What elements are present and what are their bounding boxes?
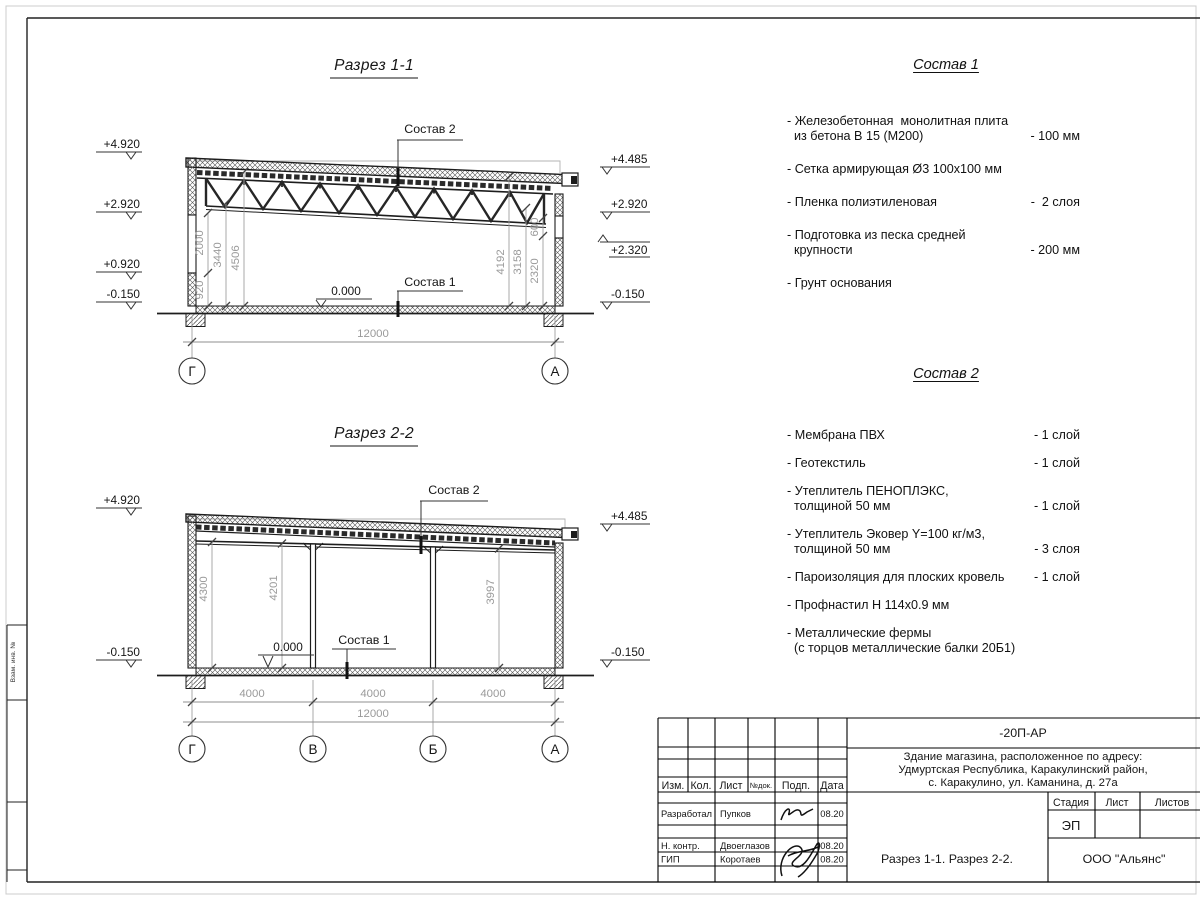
s1-elev: +4.920 bbox=[103, 137, 140, 151]
item-value: - 2 слоя bbox=[1030, 195, 1080, 209]
item-value: - 1 слой bbox=[1033, 499, 1080, 513]
object-address: Удмуртская Республика, Каракулинский район, bbox=[898, 764, 1148, 776]
item-text: - Пароизоляция для плоских кровель bbox=[787, 570, 1005, 584]
s1-elev: -0.150 bbox=[106, 287, 140, 301]
s2-dim: 4300 bbox=[198, 576, 210, 602]
s1-dim: 3158 bbox=[512, 249, 524, 275]
s1-elev: +2.320 bbox=[611, 243, 648, 257]
sostav2-list bbox=[787, 428, 1080, 669]
item-text: толщиной 50 мм bbox=[787, 499, 891, 513]
sheet-label: Лист bbox=[1105, 797, 1129, 809]
sostav1-list bbox=[787, 114, 1080, 309]
item-text: - Геотекстиль bbox=[787, 456, 866, 470]
s1-dim-ticks bbox=[204, 168, 547, 310]
signature bbox=[781, 843, 820, 877]
col-list: Лист bbox=[719, 780, 743, 792]
signature bbox=[781, 809, 813, 820]
s2-elev: +4.485 bbox=[611, 509, 648, 523]
list-item bbox=[787, 228, 1080, 258]
s1-elevation-marks-left bbox=[96, 152, 142, 309]
s1-elev: -0.150 bbox=[611, 287, 645, 301]
stamp-doc-title: Разрез 1-1. Разрез 2-2. bbox=[881, 852, 1013, 866]
row-name: Двоеглазов bbox=[720, 840, 770, 851]
item-value: - 100 мм bbox=[1030, 129, 1080, 143]
axis-label: Б bbox=[428, 742, 438, 757]
s2-left-wall bbox=[188, 516, 196, 668]
s1-elev: +2.920 bbox=[611, 197, 648, 211]
section1-title: Разрез 1-1 bbox=[334, 57, 414, 74]
object-address: Здание магазина, расположенное по адресу: bbox=[903, 751, 1143, 763]
s1-label-sostav2: Состав 2 bbox=[404, 122, 456, 136]
item-text: - Утеплитель ПЕНОПЛЭКС, bbox=[787, 484, 949, 498]
row-name: Коротаев bbox=[720, 853, 761, 865]
item-text: (с торцов металлические балки 20Б1) bbox=[787, 641, 1016, 655]
row-date: 08.20 bbox=[820, 840, 844, 851]
s1-axes bbox=[179, 358, 568, 384]
row-role: Разработал bbox=[661, 808, 713, 819]
row-role: Н. контр. bbox=[661, 840, 700, 851]
section-1-1-drawing bbox=[96, 57, 650, 384]
s2-dim-total: 12000 bbox=[357, 708, 389, 720]
list-item bbox=[787, 598, 1080, 613]
s1-elev: +4.485 bbox=[611, 152, 648, 166]
list-item bbox=[787, 527, 1080, 557]
axis-label: А bbox=[550, 364, 560, 379]
s2-label-sostav2: Состав 2 bbox=[428, 483, 480, 497]
s1-zero-mark: 0.000 bbox=[331, 284, 361, 298]
item-text: - Пленка полиэтиленовая bbox=[787, 195, 937, 209]
axis-label: А bbox=[550, 742, 560, 757]
item-value: - 1 слой bbox=[1033, 570, 1080, 584]
item-text: - Сетка армирующая Ø3 100х100 мм bbox=[787, 162, 1002, 176]
s2-axes bbox=[179, 736, 568, 762]
s1-dim: 4506 bbox=[230, 245, 242, 271]
frame-side-label: Взам. инв. № bbox=[10, 641, 17, 683]
list-item bbox=[787, 428, 1080, 443]
list-item bbox=[787, 114, 1080, 144]
list-item bbox=[787, 570, 1080, 585]
s2-dim: 3997 bbox=[485, 579, 497, 605]
sostav2-heading: Состав 2 bbox=[913, 366, 979, 382]
s1-dim: 3440 bbox=[212, 242, 224, 268]
list-item bbox=[787, 276, 1080, 291]
list-item bbox=[787, 626, 1080, 656]
object-address: с. Каракулино, ул. Каманина, д. 27а bbox=[928, 777, 1118, 789]
s2-zero-mark: 0.000 bbox=[273, 640, 303, 654]
row-name: Пупков bbox=[720, 808, 751, 819]
item-text: - Профнастил Н 114х0.9 мм bbox=[787, 598, 950, 612]
title-block bbox=[658, 718, 1200, 882]
s1-dim: 2000 bbox=[194, 230, 206, 256]
s1-label-sostav1: Состав 1 bbox=[404, 275, 456, 289]
item-text: - Мембрана ПВХ bbox=[787, 428, 885, 442]
list-item bbox=[787, 484, 1080, 514]
section-2-2-drawing bbox=[96, 425, 650, 762]
item-text: - Утеплитель Эковер Y=100 кг/м3, bbox=[787, 527, 985, 541]
s1-right-wall bbox=[555, 194, 563, 306]
col-podp: Подп. bbox=[781, 780, 811, 792]
item-text: - Железобетонная монолитная плита bbox=[787, 114, 1009, 128]
s2-label-sostav1: Состав 1 bbox=[338, 633, 390, 647]
s2-dim-bottom: 4000 bbox=[360, 688, 386, 700]
s1-dim-total: 12000 bbox=[357, 328, 389, 340]
s2-dim: 4201 bbox=[268, 575, 280, 601]
s2-elev: +4.920 bbox=[103, 493, 140, 507]
stage-label: Стадия bbox=[1052, 797, 1090, 809]
item-text: крупности bbox=[787, 243, 853, 257]
s1-elev: +0.920 bbox=[103, 257, 140, 271]
sostav1-heading: Состав 1 bbox=[913, 57, 979, 73]
company-name: ООО "Альянс" bbox=[1082, 852, 1166, 866]
s2-dim-bottom: 4000 bbox=[480, 688, 506, 700]
list-item bbox=[787, 162, 1080, 177]
row-date: 08.20 bbox=[820, 853, 844, 865]
s2-right-wall bbox=[555, 543, 563, 668]
stage-value: ЭП bbox=[1061, 818, 1081, 833]
list-item bbox=[787, 456, 1080, 471]
item-text: - Грунт основания bbox=[787, 276, 892, 290]
col-ndok: №док. bbox=[749, 781, 773, 790]
row-date: 08.20 bbox=[820, 808, 844, 819]
axis-label: Г bbox=[188, 742, 196, 757]
col-kol: Кол. bbox=[690, 780, 712, 792]
section2-title: Разрез 2-2 bbox=[334, 425, 414, 442]
item-text: из бетона В 15 (М200) bbox=[787, 129, 924, 143]
item-text: - Подготовка из песка средней bbox=[787, 228, 966, 242]
s1-dim: 2320 bbox=[529, 258, 541, 284]
item-text: - Металлические фермы bbox=[787, 626, 932, 640]
axis-label: Г bbox=[188, 364, 196, 379]
row-role: ГИП bbox=[661, 853, 680, 865]
s1-dim: 600 bbox=[529, 217, 541, 237]
s1-vert-dim-lines bbox=[208, 172, 543, 306]
item-value: - 200 мм bbox=[1030, 243, 1080, 257]
sheets-label: Листов bbox=[1154, 797, 1190, 809]
col-izm: Изм. bbox=[661, 780, 685, 792]
item-value: - 3 слоя bbox=[1034, 542, 1080, 556]
list-item bbox=[787, 195, 1080, 210]
item-value: - 1 слой bbox=[1033, 428, 1080, 442]
item-text: толщиной 50 мм bbox=[787, 542, 891, 556]
s2-elev: -0.150 bbox=[611, 645, 645, 659]
s2-dim-bottom: 4000 bbox=[239, 688, 265, 700]
s2-dim-ticks bbox=[208, 538, 503, 672]
axis-label: В bbox=[308, 742, 318, 757]
doc-code: -20П-АР bbox=[999, 726, 1047, 740]
s1-elev: +2.920 bbox=[103, 197, 140, 211]
col-data: Дата bbox=[820, 780, 844, 792]
s1-dim: 920 bbox=[194, 280, 206, 300]
item-value: - 1 слой bbox=[1033, 456, 1080, 470]
s1-dim: 4192 bbox=[495, 249, 507, 275]
s2-elev: -0.150 bbox=[106, 645, 140, 659]
